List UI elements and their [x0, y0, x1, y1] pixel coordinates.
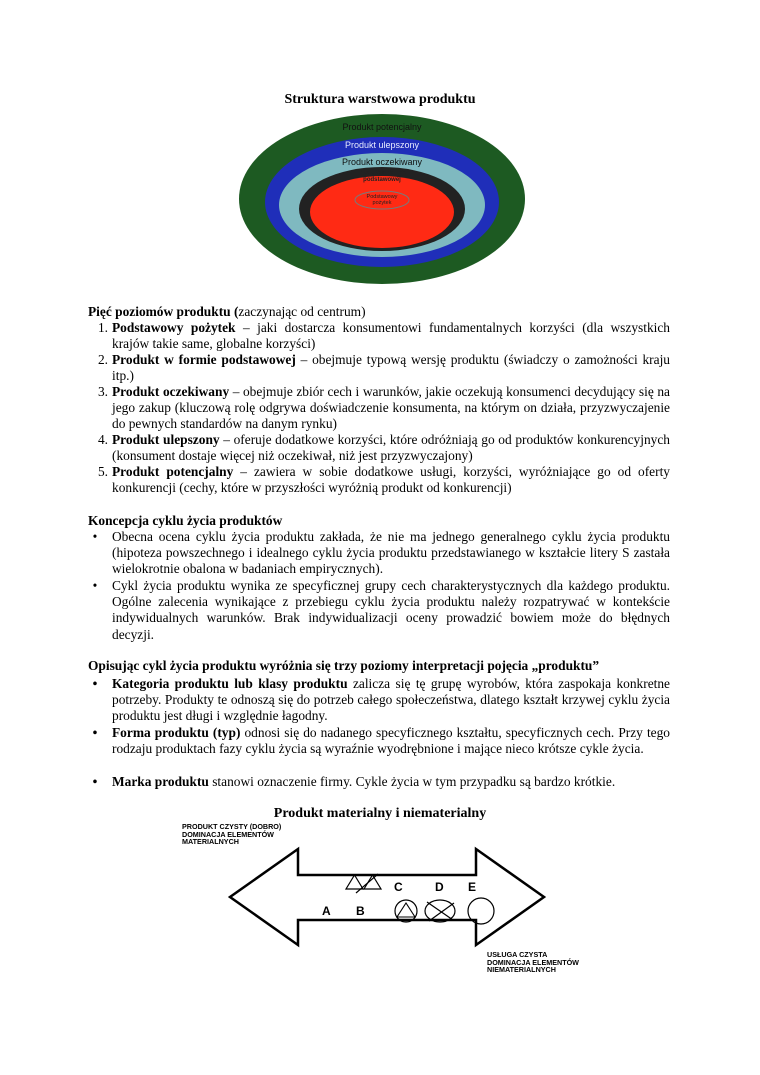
letter-b: B	[356, 904, 365, 918]
list-number: 4.	[97, 432, 108, 447]
lifecycle-heading	[88, 513, 282, 529]
letter-e: E	[468, 880, 477, 894]
left-label-line: PRODUKT CZYSTY (DOBRO)	[182, 822, 282, 831]
ring-label-expected: Produkt oczekiwany	[341, 157, 423, 167]
bullet: •	[92, 529, 98, 544]
level-text: – obejmuje typową wersję produktu (świadczy o zamożności kraju itp.)	[112, 352, 670, 384]
interp-term: Forma produktu (typ)	[112, 725, 241, 740]
list-item	[97, 320, 670, 352]
lifecycle-text: Obecna ocena cyklu życia produktu zakłada, że nie ma jednego generalnego cyklu życia produktu (hipoteza powszechnego i idealnego cyklu życia produktu przedstawianego w kształcie litery S zastała wielokrotnie obalona w badaniach empirycznych).	[112, 529, 670, 577]
list-number: 2.	[97, 352, 108, 367]
levels-heading	[88, 304, 366, 320]
ring-label-basic-form: Produkt w formie podstawowej	[357, 170, 407, 183]
list-item	[92, 529, 670, 578]
level-text: – obejmuje zbiór cech i warunków, jakie oczekują konsumenci decydujący się na jego zakup (kluczową rolę odgrywa doświadczenie konsumenta, na którym on działa, przyzwyczajenie do pewnych standardów na danym rynku)	[112, 384, 670, 432]
levels-heading-bold: Pięć poziomów produktu (	[88, 304, 239, 319]
ring-label-core-benefit: Podstawowy pożytek	[366, 194, 398, 206]
list-item	[92, 774, 670, 790]
list-number: 1.	[97, 320, 108, 335]
letter-c: C	[394, 880, 403, 894]
letter-a: A	[322, 904, 331, 918]
ring-label-core-wrap	[352, 194, 412, 208]
interp-text: odnosi się do nadanego specyficznego kształtu, specyficznych cech. Przy tego rodzaju produktach fazy cyklu życia są wyraźnie wyodrębnione i mające nieco krótsze cykle życia.	[112, 725, 670, 757]
list-item	[92, 725, 670, 757]
level-text: – oferuje dodatkowe korzyści, które odróżniają go od produktów konkurencyjnych (konsument dostaje więcej niż oczekiwał, niż jest przyzwyczajony)	[112, 432, 670, 464]
right-label-line: NIEMATERIALNYCH	[487, 965, 556, 974]
level-term: Produkt potencjalny	[112, 464, 234, 479]
interpretation-heading	[88, 658, 599, 674]
levels-heading-rest: zaczynając od centrum)	[238, 304, 366, 319]
interp-text: zalicza się tę grupę wyrobów, która zaspokaja konkretne potrzeby. Produkty te odnoszą się do potrzeb całego społeczeństwa, dlatego kształt krzywej cyklu życia produktu jest długi i względnie łagodny.	[112, 676, 670, 724]
right-label-line: DOMINACJA ELEMENTÓW	[487, 957, 579, 967]
right-label-line: USŁUGA CZYSTA	[487, 950, 548, 959]
list-number: 3.	[97, 384, 108, 399]
diagram-title: Struktura warstwowa produktu	[284, 92, 476, 107]
list-item	[92, 578, 670, 643]
left-label-line: DOMINACJA ELEMENTÓW	[182, 829, 274, 839]
level-term: Produkt oczekiwany	[112, 384, 230, 399]
left-label-line: MATERIALNYCH	[182, 837, 239, 846]
list-item	[97, 464, 670, 496]
ring-label-basic-form-wrap	[332, 170, 432, 192]
ring-label-potential: Produkt potencjalny	[342, 122, 422, 132]
letter-d: D	[435, 880, 444, 894]
product-layers-diagram	[236, 112, 528, 288]
lifecycle-text: Cykl życia produktu wynika ze specyficznej grupy cech charakterystycznych dla każdego produktu. Ogólne zalecenia wynikające z przebiegu cyklu życia produktu należy rozpatrywać w kontekście indywidualnych warunków. Brak indywidualizacji oceny prowadzić bowiem może do błędnych decyzji.	[112, 578, 670, 642]
left-label	[182, 823, 281, 846]
interp-term: Kategoria produktu lub klasy produktu	[112, 676, 348, 691]
ring-label-enhanced: Produkt ulepszony	[344, 140, 420, 150]
level-term: Produkt ulepszony	[112, 432, 220, 447]
diagram2-title: Produkt materialny i niematerialny	[273, 806, 487, 821]
double-arrow-diagram	[228, 845, 546, 951]
double-arrow	[230, 849, 544, 945]
level-term: Produkt w formie podstawowej	[112, 352, 296, 367]
lifecycle-heading-text: Koncepcja cyklu życia produktów	[88, 513, 283, 528]
bullet: •	[92, 725, 98, 740]
level-term: Podstawowy pożytek	[112, 320, 236, 335]
level-text: – jaki dostarcza konsumentowi fundamentalnych korzyści (dla wszystkich krajów takie same, globalne korzyści)	[112, 320, 670, 352]
list-item	[97, 352, 670, 384]
list-item	[92, 676, 670, 725]
list-item	[97, 384, 670, 433]
interp-term: Marka produktu	[112, 774, 209, 789]
list-item	[97, 432, 670, 464]
right-label	[487, 951, 579, 974]
bullet: •	[92, 578, 98, 593]
bullet: •	[92, 774, 98, 789]
bullet: •	[92, 676, 98, 691]
interpretation-heading-text: Opisując cykl życia produktu wyróżnia się trzy poziomy interpretacji pojęcia „produktu”	[88, 658, 600, 673]
interp-text: stanowi oznaczenie firmy. Cykle życia w tym przypadku są bardzo krótkie.	[208, 774, 616, 789]
level-text: – zawiera w sobie dodatkowe usługi, korzyści, wyróżniające go od oferty konkurencji (cechy, które w przyszłości wyróżnią produkt od konkurencji)	[112, 464, 670, 496]
list-number: 5.	[97, 464, 108, 479]
